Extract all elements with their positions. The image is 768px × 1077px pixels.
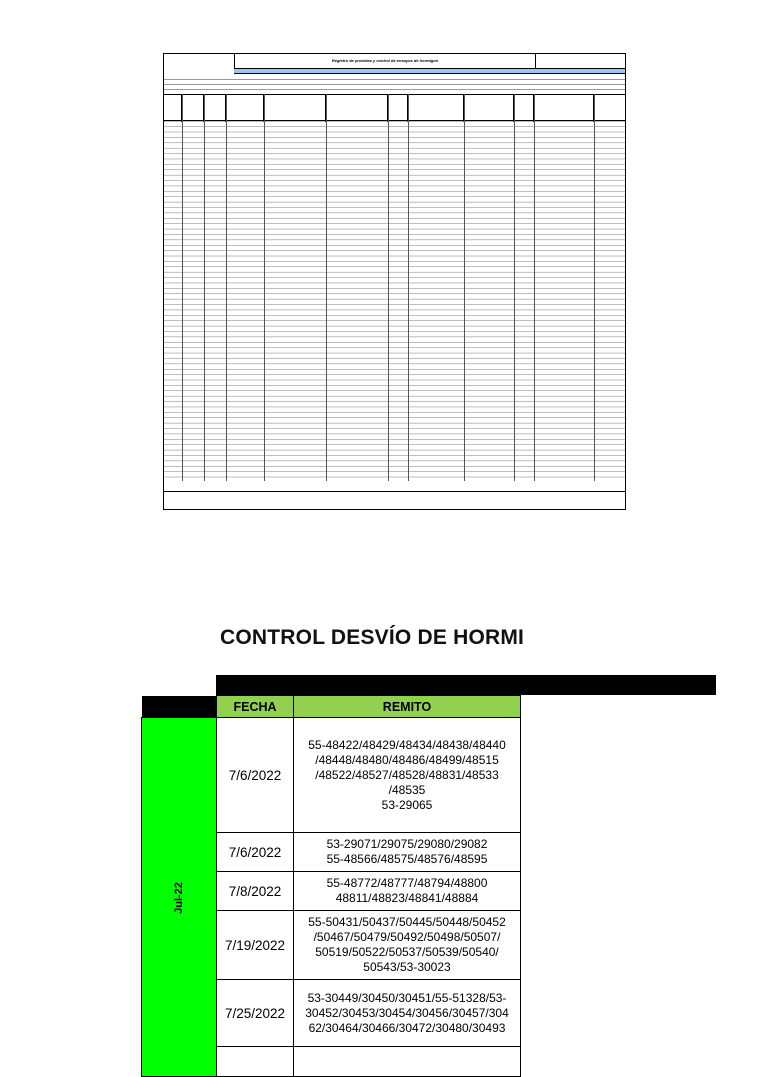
sheet-meta-line-2 xyxy=(164,81,626,85)
fecha-cell: 7/19/2022 xyxy=(217,911,294,980)
fecha-cell: 7/8/2022 xyxy=(217,872,294,911)
month-label: Jul-22 xyxy=(172,882,185,914)
fecha-cell xyxy=(217,1047,294,1077)
sheet-meta-line-3 xyxy=(164,86,626,90)
remito-cell: 55-48772/48777/48794/48800 48811/48823/48841/48884 xyxy=(294,872,521,911)
table-row xyxy=(142,718,521,833)
fecha-cell: 7/6/2022 xyxy=(217,833,294,872)
sheet-meta-line-1 xyxy=(164,76,626,80)
header-blank-cell xyxy=(142,696,217,718)
header-black-bar xyxy=(216,675,716,695)
fecha-cell: 7/6/2022 xyxy=(217,718,294,833)
control-title: CONTROL DESVÍO DE HORMI xyxy=(220,626,525,649)
column-header-fecha: FECHA xyxy=(217,696,294,718)
sheet-footer xyxy=(164,491,626,510)
remito-cell xyxy=(294,1047,521,1077)
remito-cell: 53-30449/30450/30451/55-51328/53- 30452/30453/30454/30456/30457/304 62/30464/30466/30472/30480/30493 xyxy=(294,980,521,1047)
sheet-header-right xyxy=(532,54,625,68)
sheet-column-headers xyxy=(164,94,626,121)
concrete-test-register-sheet xyxy=(163,53,626,510)
fecha-cell: 7/25/2022 xyxy=(217,980,294,1047)
column-header-remito: REMITO xyxy=(294,696,521,718)
remito-table xyxy=(141,695,521,1077)
remito-cell: 55-48422/48429/48434/48438/48440 /48448/48480/48486/48499/48515 /48522/48527/48528/48831/48533 /48535 53-29065 xyxy=(294,718,521,833)
month-cell xyxy=(142,718,217,1077)
sheet-blue-bar xyxy=(234,68,626,74)
sheet-title: Registro de probetas y control de ensayos de hormigón xyxy=(234,54,536,68)
remito-cell: 55-50431/50437/50445/50448/50452 /50467/50479/50492/50498/50507/ 50519/50522/50537/50539/50540/ 50543/53-30023 xyxy=(294,911,521,980)
sheet-data-grid xyxy=(164,121,626,481)
remito-cell: 53-29071/29075/29080/29082 55-48566/48575/48576/48595 xyxy=(294,833,521,872)
